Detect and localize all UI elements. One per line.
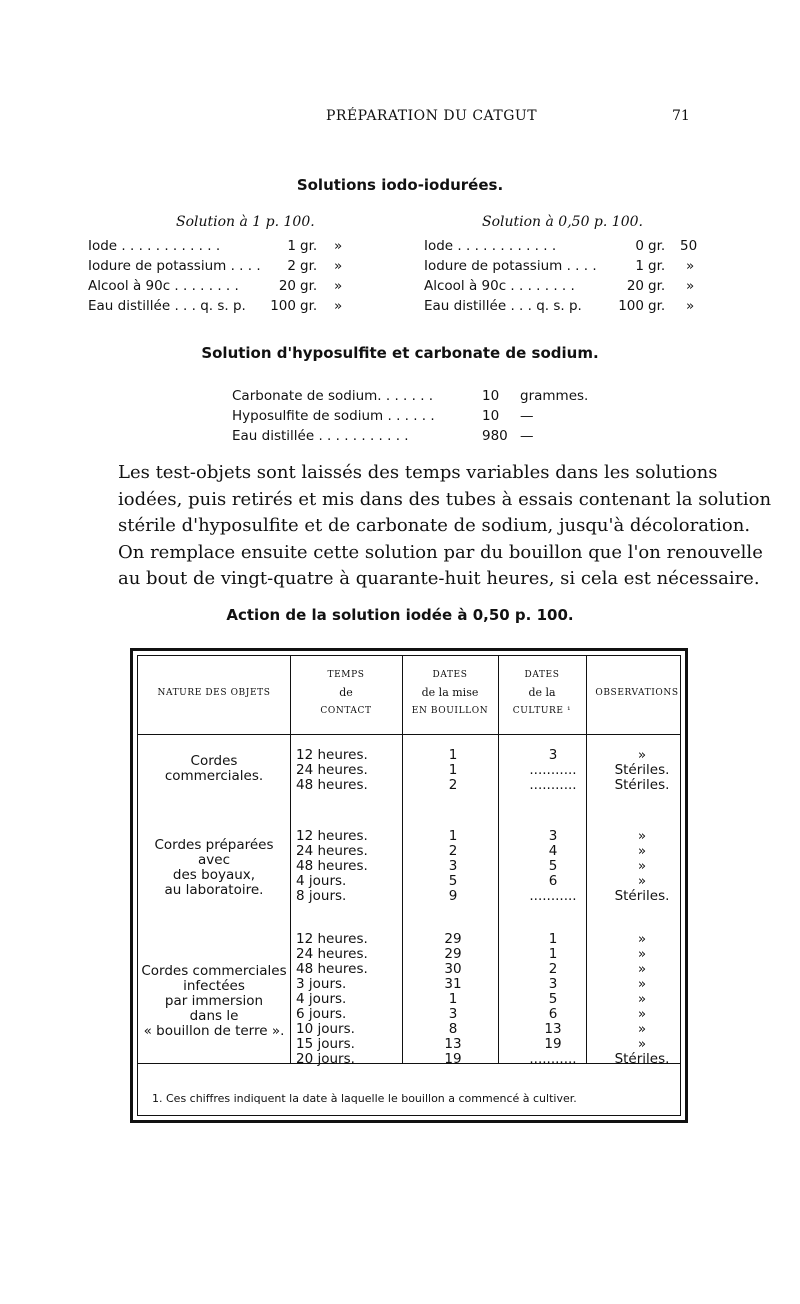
temps-line: 4 jours.: [296, 873, 347, 889]
nature-cell: [138, 754, 290, 784]
running-head: PRÉPARATION DU CATGUT: [326, 108, 538, 124]
solution-050-title: Solution à 0,50 p. 100.: [482, 214, 643, 230]
table-frame: [137, 655, 681, 1116]
obs-line: »: [637, 1036, 647, 1052]
header-culture-line: CULTURE ¹: [512, 706, 572, 716]
culture-line: 6: [548, 1006, 558, 1022]
temps-cell: [296, 829, 386, 904]
ingredient-unit: gr.: [300, 298, 318, 314]
header-rule: [138, 734, 680, 735]
nature-line: Cordes commerciales: [141, 963, 287, 979]
ingredient-name: Alcool à 90c . . . . . . . .: [88, 278, 239, 294]
ingredient-name: Alcool à 90c . . . . . . . .: [424, 278, 575, 294]
temps-line: 3 jours.: [296, 976, 347, 992]
culture-line: ...........: [529, 777, 577, 793]
temps-line: 12 heures.: [296, 747, 368, 763]
mise-line: 3: [448, 858, 458, 874]
mise-cell: [398, 748, 508, 793]
temps-cell: [296, 748, 386, 793]
ingredient-ditto: »: [334, 298, 343, 314]
temps-line: 48 heures.: [296, 858, 368, 874]
culture-line: 5: [548, 991, 558, 1007]
nature-cell: [138, 964, 290, 1039]
mise-line: 13: [444, 1036, 462, 1052]
obs-line: Stériles.: [614, 888, 670, 904]
ingredient-ditto: »: [686, 298, 695, 314]
ingredient-qty: 980: [482, 428, 508, 444]
ingredient-ditto: »: [334, 238, 343, 254]
obs-line: »: [637, 946, 647, 962]
ingredient-ditto: »: [334, 258, 343, 274]
section-title-hyposulfite: Solution d'hyposulfite et carbonate de sodium.: [201, 344, 599, 362]
ingredient-name: Iodure de potassium . . . .: [424, 258, 597, 274]
solution-1-column: [88, 214, 348, 314]
header-mise-line: de la mise: [421, 686, 479, 699]
nature-cell: [138, 838, 290, 898]
culture-line: 5: [548, 858, 558, 874]
ingredient-name: Iode . . . . . . . . . . . .: [424, 238, 557, 254]
paragraph-line: au bout de vingt-quatre à quarante-huit heures, si cela est nécessaire.: [118, 568, 760, 589]
mise-line: 1: [448, 991, 458, 1007]
temps-line: 24 heures.: [296, 843, 368, 859]
culture-line: ...........: [529, 1051, 577, 1067]
ingredient-ditto: 50: [680, 238, 698, 254]
header-culture: [498, 666, 586, 720]
mise-line: 29: [444, 946, 462, 962]
nature-line: dans le: [189, 1008, 239, 1024]
page-header: [0, 108, 800, 130]
nature-line: avec: [198, 852, 230, 868]
culture-cell: [508, 748, 598, 793]
nature-line: Cordes préparées: [154, 837, 274, 853]
table-footnote: 1. Ces chiffres indiquent la date à laquelle le bouillon a commencé à cultiver.: [152, 1092, 577, 1105]
obs-cell: [596, 829, 688, 904]
mise-line: 30: [444, 961, 462, 977]
nature-line: infectées: [183, 978, 245, 994]
header-nature: NATURE DES OBJETS: [157, 688, 271, 698]
obs-line: »: [637, 843, 647, 859]
nature-line: par immersion: [164, 993, 264, 1009]
mise-cell: [398, 829, 508, 904]
culture-line: 4: [548, 843, 558, 859]
ingredient-name: Carbonate de sodium. . . . . . .: [232, 388, 434, 404]
ingredient-ditto: »: [686, 258, 695, 274]
culture-line: 3: [548, 976, 558, 992]
header-mise: [402, 666, 498, 720]
temps-line: 8 jours.: [296, 888, 347, 904]
obs-line: »: [637, 931, 647, 947]
ingredient-unit: gr.: [648, 298, 666, 314]
ingredient-unit: —: [520, 408, 534, 424]
solution-1-title: Solution à 1 p. 100.: [176, 214, 315, 230]
ingredient-name: Iode . . . . . . . . . . . .: [88, 238, 221, 254]
mise-line: 29: [444, 931, 462, 947]
header-mise-line: EN BOUILLON: [411, 706, 489, 716]
ingredient-qty: 100: [270, 298, 296, 314]
temps-line: 24 heures.: [296, 946, 368, 962]
culture-line: 1: [548, 931, 558, 947]
header-temps-line: de: [339, 686, 353, 699]
temps-line: 10 jours.: [296, 1021, 355, 1037]
obs-cell: [596, 748, 688, 793]
obs-line: »: [637, 858, 647, 874]
mise-line: 2: [448, 777, 458, 793]
ingredient-qty: 20: [278, 278, 296, 294]
ingredient-unit: gr.: [648, 278, 666, 294]
culture-line: 3: [548, 747, 558, 763]
ingredient-unit: gr.: [300, 278, 318, 294]
obs-line: Stériles.: [614, 1051, 670, 1067]
header-temps: [290, 666, 402, 720]
mise-line: 3: [448, 1006, 458, 1022]
obs-line: Stériles.: [614, 762, 670, 778]
temps-line: 20 jours.: [296, 1051, 355, 1067]
ingredient-qty: 10: [482, 408, 500, 424]
culture-line: 2: [548, 961, 558, 977]
paragraph-line: Les test-objets sont laissés des temps variables dans les solutions: [118, 462, 718, 483]
ingredient-qty: 10: [482, 388, 500, 404]
obs-line: »: [637, 1021, 647, 1037]
ingredient-unit: —: [520, 428, 534, 444]
temps-line: 15 jours.: [296, 1036, 355, 1052]
ingredient-qty: 0: [635, 238, 644, 254]
ingredient-unit: gr.: [300, 258, 318, 274]
culture-line: 3: [548, 828, 558, 844]
ingredient-unit: gr.: [300, 238, 318, 254]
paragraph-line: iodées, puis retirés et mis dans des tubes à essais contenant la solution: [118, 488, 772, 510]
culture-cell: [508, 829, 598, 904]
ingredient-qty: 1: [287, 238, 296, 254]
obs-line: »: [637, 976, 647, 992]
obs-line: »: [637, 991, 647, 1007]
ingredient-unit: grammes.: [520, 388, 589, 404]
culture-line: 19: [544, 1036, 562, 1052]
ingredient-ditto: »: [686, 278, 695, 294]
ingredient-qty: 20: [626, 278, 644, 294]
ingredient-name: Hyposulfite de sodium . . . . . .: [232, 408, 435, 424]
nature-line: au laboratoire.: [164, 882, 264, 898]
obs-line: »: [637, 1006, 647, 1022]
paragraph-line: stérile d'hyposulfite et de carbonate de sodium, jusqu'à décoloration.: [118, 515, 751, 536]
nature-line: commerciales.: [164, 768, 264, 784]
obs-line: »: [637, 828, 647, 844]
mise-line: 5: [448, 873, 458, 889]
solution-050-column: [424, 214, 714, 314]
mise-line: 9: [448, 888, 458, 904]
culture-line: ...........: [529, 888, 577, 904]
header-culture-line: de la: [528, 686, 556, 699]
mise-line: 19: [444, 1051, 462, 1067]
culture-line: 1: [548, 946, 558, 962]
ingredient-unit: gr.: [648, 258, 666, 274]
ingredient-qty: 1: [635, 258, 644, 274]
temps-line: 24 heures.: [296, 762, 368, 778]
obs-line: »: [637, 873, 647, 889]
obs-line: Stériles.: [614, 777, 670, 793]
temps-cell: [296, 932, 386, 1067]
ingredient-qty: 100: [618, 298, 644, 314]
header-culture-line: DATES: [524, 670, 560, 680]
mise-line: 1: [448, 828, 458, 844]
temps-line: 4 jours.: [296, 991, 347, 1007]
temps-line: 48 heures.: [296, 961, 368, 977]
culture-line: ...........: [529, 762, 577, 778]
mise-line: 1: [448, 747, 458, 763]
obs-line: »: [637, 961, 647, 977]
section-title-iodo: Solutions iodo-iodurées.: [296, 176, 504, 194]
mise-cell: [398, 932, 508, 1067]
ingredient-name: Eau distillée . . . q. s. p.: [424, 298, 582, 314]
ingredient-qty: 2: [287, 258, 296, 274]
mise-line: 1: [448, 762, 458, 778]
mise-line: 2: [448, 843, 458, 859]
body-paragraph: [118, 460, 772, 593]
ingredient-name: Iodure de potassium . . . .: [88, 258, 261, 274]
culture-cell: [508, 932, 598, 1067]
temps-line: 12 heures.: [296, 931, 368, 947]
header-mise-line: DATES: [432, 670, 468, 680]
header-observations: OBSERVATIONS: [595, 688, 679, 698]
mise-line: 8: [448, 1021, 458, 1037]
ingredient-ditto: »: [334, 278, 343, 294]
ingredient-unit: gr.: [648, 238, 666, 254]
culture-line: 6: [548, 873, 558, 889]
nature-line: Cordes: [190, 753, 238, 769]
ingredient-name: Eau distillée . . . q. s. p.: [88, 298, 246, 314]
temps-line: 48 heures.: [296, 777, 368, 793]
header-temps-line: CONTACT: [320, 706, 372, 716]
mise-line: 31: [444, 976, 462, 992]
page-number: 71: [672, 108, 690, 124]
paragraph-line: On remplace ensuite cette solution par du bouillon que l'on renouvelle: [118, 541, 763, 563]
obs-line: »: [637, 747, 647, 763]
nature-line: des boyaux,: [172, 867, 256, 883]
ingredient-name: Eau distillée . . . . . . . . . . .: [232, 428, 409, 444]
results-table: [130, 648, 688, 1123]
temps-line: 12 heures.: [296, 828, 368, 844]
header-temps-line: TEMPS: [327, 670, 365, 680]
obs-cell: [596, 932, 688, 1067]
nature-line: « bouillon de terre ».: [143, 1023, 285, 1039]
table-title: Action de la solution iodée à 0,50 p. 100.: [226, 606, 574, 624]
temps-line: 6 jours.: [296, 1006, 347, 1022]
culture-line: 13: [544, 1021, 562, 1037]
